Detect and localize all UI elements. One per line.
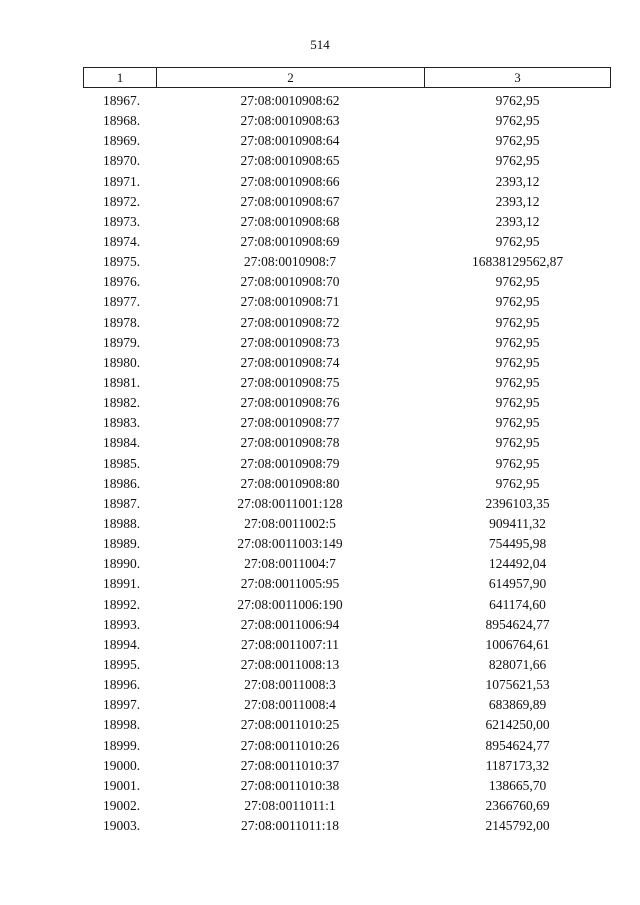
cadastral-value: 828071,66: [488, 656, 547, 672]
cadastral-number: 27:08:0010908:63: [240, 113, 340, 129]
cadastral-number: 27:08:0011003:149: [237, 536, 343, 552]
cadastral-value: 9762,95: [495, 153, 540, 169]
cadastral-number: 27:08:0011002:5: [244, 515, 336, 531]
table-header: [83, 67, 611, 88]
table-row: [83, 776, 611, 796]
row-number: 18978.: [102, 314, 141, 330]
cadastral-number: 27:08:0010908:73: [240, 334, 340, 350]
cadastral-value: 124492,04: [488, 556, 547, 572]
table-row: [83, 373, 611, 393]
cadastral-number: 27:08:0010908:71: [240, 294, 340, 310]
cadastral-number: 27:08:0011010:37: [240, 757, 340, 773]
table-row: [83, 111, 611, 131]
cadastral-number: 27:08:0011010:25: [240, 717, 340, 733]
row-number: 18968.: [102, 113, 141, 129]
row-number: 18976.: [102, 274, 141, 290]
cadastral-value: 9762,95: [495, 435, 540, 451]
table-row: [83, 212, 611, 232]
cadastral-value: 1075621,53: [485, 677, 550, 693]
cadastral-number: 27:08:0011005:95: [240, 576, 340, 592]
cadastral-value: 1187173,32: [485, 757, 550, 773]
cadastral-value: 2145792,00: [485, 818, 550, 834]
table-row: [83, 313, 611, 333]
cadastral-value: 9762,95: [495, 475, 540, 491]
row-number: 18984.: [102, 435, 141, 451]
cadastral-number: 27:08:0010908:78: [240, 435, 340, 451]
table-row: [83, 393, 611, 413]
cadastral-number: 27:08:0011010:26: [240, 737, 340, 753]
table-row: [83, 454, 611, 474]
cadastral-value: 614957,90: [488, 576, 547, 592]
table-row: [83, 333, 611, 353]
table-row: [83, 172, 611, 192]
cadastral-number: 27:08:0010908:64: [240, 133, 340, 149]
row-number: 18987.: [102, 495, 141, 511]
table-row: [83, 494, 611, 514]
table-row: [83, 595, 611, 615]
cadastral-number: 27:08:0010908:77: [240, 415, 340, 431]
row-number: 18991.: [102, 576, 141, 592]
cadastral-value: 6214250,00: [485, 717, 550, 733]
cadastral-number: 27:08:0011011:1: [244, 797, 336, 813]
cadastral-number: 27:08:0010908:75: [240, 374, 340, 390]
table-row: [83, 514, 611, 534]
row-number: 18973.: [102, 213, 141, 229]
cadastral-number: 27:08:0011007:11: [240, 636, 339, 652]
cadastral-number: 27:08:0011006:190: [237, 596, 343, 612]
table-row: [83, 353, 611, 373]
row-number: 18967.: [102, 93, 141, 108]
cadastral-value: 641174,60: [489, 596, 546, 612]
cadastral-number: 27:08:0010908:76: [240, 395, 340, 411]
cadastral-value: 9762,95: [495, 455, 540, 471]
cadastral-value: 9762,95: [495, 395, 540, 411]
cadastral-value: 2393,12: [495, 193, 540, 209]
table-row: [83, 796, 611, 816]
table-row: [83, 554, 611, 574]
row-number: 18981.: [102, 374, 141, 390]
column-header-1: 1: [84, 68, 157, 87]
row-number: 18982.: [102, 395, 141, 411]
row-number: 19002.: [102, 797, 141, 813]
cadastral-value: 9762,95: [495, 374, 540, 390]
cadastral-value: 2366760,69: [485, 797, 550, 813]
cadastral-number: 27:08:0011001:128: [237, 495, 343, 511]
table-row: [83, 816, 611, 836]
cadastral-value: 2396103,35: [485, 495, 550, 511]
row-number: 18969.: [102, 133, 141, 149]
table-body: [83, 91, 611, 836]
cadastral-number: 27:08:0010908:66: [240, 173, 340, 189]
cadastral-number: 27:08:0010908:68: [240, 213, 340, 229]
table-row: [83, 413, 611, 433]
cadastral-value: 9762,95: [495, 354, 540, 370]
cadastral-value: 8954624,77: [485, 616, 550, 632]
table-row: [83, 756, 611, 776]
table-row: [83, 736, 611, 756]
row-number: 18970.: [102, 153, 141, 169]
table-row: [83, 131, 611, 151]
cadastral-number: 27:08:0011010:38: [240, 777, 340, 793]
cadastral-value: 9762,95: [495, 274, 540, 290]
cadastral-value: 9762,95: [495, 233, 540, 249]
row-number: 18999.: [102, 737, 141, 753]
cadastral-value: 8954624,77: [485, 737, 550, 753]
table-row: [83, 192, 611, 212]
cadastral-number: 27:08:0010908:72: [240, 314, 340, 330]
row-number: 18983.: [102, 415, 141, 431]
row-number: 18998.: [102, 717, 141, 733]
table-row: [83, 715, 611, 735]
cadastral-value: 9762,95: [495, 314, 540, 330]
row-number: 18979.: [102, 334, 141, 350]
table-row: [83, 252, 611, 272]
cadastral-number: 27:08:0011008:4: [244, 697, 336, 713]
cadastral-number: 27:08:0010908:70: [240, 274, 340, 290]
cadastral-value: 9762,95: [495, 294, 540, 310]
table-row: [83, 675, 611, 695]
cadastral-value: 683869,89: [488, 697, 547, 713]
cadastral-number: 27:08:0010908:67: [240, 193, 340, 209]
column-header-2: 2: [157, 68, 425, 87]
table-row: [83, 695, 611, 715]
cadastral-number: 27:08:0011004:7: [244, 556, 336, 572]
row-number: 19001.: [102, 777, 141, 793]
cadastral-value: 9762,95: [495, 334, 540, 350]
table-row: [83, 272, 611, 292]
cadastral-number: 27:08:0011011:18: [240, 818, 339, 834]
row-number: 18986.: [102, 475, 141, 491]
cadastral-number: 27:08:0011006:94: [240, 616, 340, 632]
row-number: 18990.: [102, 556, 141, 572]
cadastral-value: 909411,32: [489, 515, 546, 531]
row-number: 18974.: [102, 233, 141, 249]
table-row: [83, 615, 611, 635]
table-row: [83, 474, 611, 494]
row-number: 18997.: [102, 697, 141, 713]
cadastral-number: 27:08:0011008:13: [240, 656, 340, 672]
row-number: 18985.: [102, 455, 141, 471]
cadastral-value: 138665,70: [488, 777, 547, 793]
cadastral-value: 9762,95: [495, 113, 540, 129]
table-row: [83, 655, 611, 675]
row-number: 19003.: [102, 818, 141, 834]
cadastral-value: 9762,95: [495, 133, 540, 149]
cadastral-value: 754495,98: [488, 536, 547, 552]
table-row: [83, 635, 611, 655]
row-number: 18995.: [102, 656, 141, 672]
cadastral-value: 2393,12: [495, 173, 540, 189]
cadastral-number: 27:08:0010908:7: [243, 254, 337, 270]
cadastral-value: 16838129562,87: [471, 254, 564, 270]
table-row: [83, 574, 611, 594]
page-number: 514: [310, 37, 330, 52]
cadastral-number: 27:08:0010908:69: [240, 233, 340, 249]
row-number: 18992.: [102, 596, 141, 612]
row-number: 18980.: [102, 354, 141, 370]
cadastral-number: 27:08:0010908:74: [240, 354, 340, 370]
row-number: 18994.: [102, 636, 141, 652]
table-row: [83, 534, 611, 554]
column-header-3: 3: [514, 70, 521, 85]
table-row: [83, 232, 611, 252]
table-row: [83, 91, 611, 111]
cadastral-value: 9762,95: [495, 415, 540, 431]
cadastral-number: 27:08:0010908:65: [240, 153, 340, 169]
cadastral-number: 27:08:0010908:80: [240, 475, 340, 491]
cadastral-value: 9762,95: [495, 93, 540, 108]
cadastral-value: 2393,12: [495, 213, 540, 229]
cadastral-number: 27:08:0010908:79: [240, 455, 340, 471]
row-number: 18996.: [102, 677, 141, 693]
row-number: 18977.: [102, 294, 141, 310]
cadastral-number: 27:08:0011008:3: [244, 677, 336, 693]
row-number: 18972.: [102, 193, 141, 209]
row-number: 18988.: [102, 515, 141, 531]
row-number: 18989.: [102, 536, 141, 552]
cadastral-number: 27:08:0010908:62: [240, 93, 340, 108]
table-row: [83, 292, 611, 312]
row-number: 18971.: [102, 173, 141, 189]
row-number: 18975.: [102, 254, 141, 270]
table-row: [83, 433, 611, 453]
row-number: 18993.: [102, 616, 141, 632]
table-row: [83, 151, 611, 171]
row-number: 19000.: [102, 757, 141, 773]
cadastral-value: 1006764,61: [485, 636, 550, 652]
